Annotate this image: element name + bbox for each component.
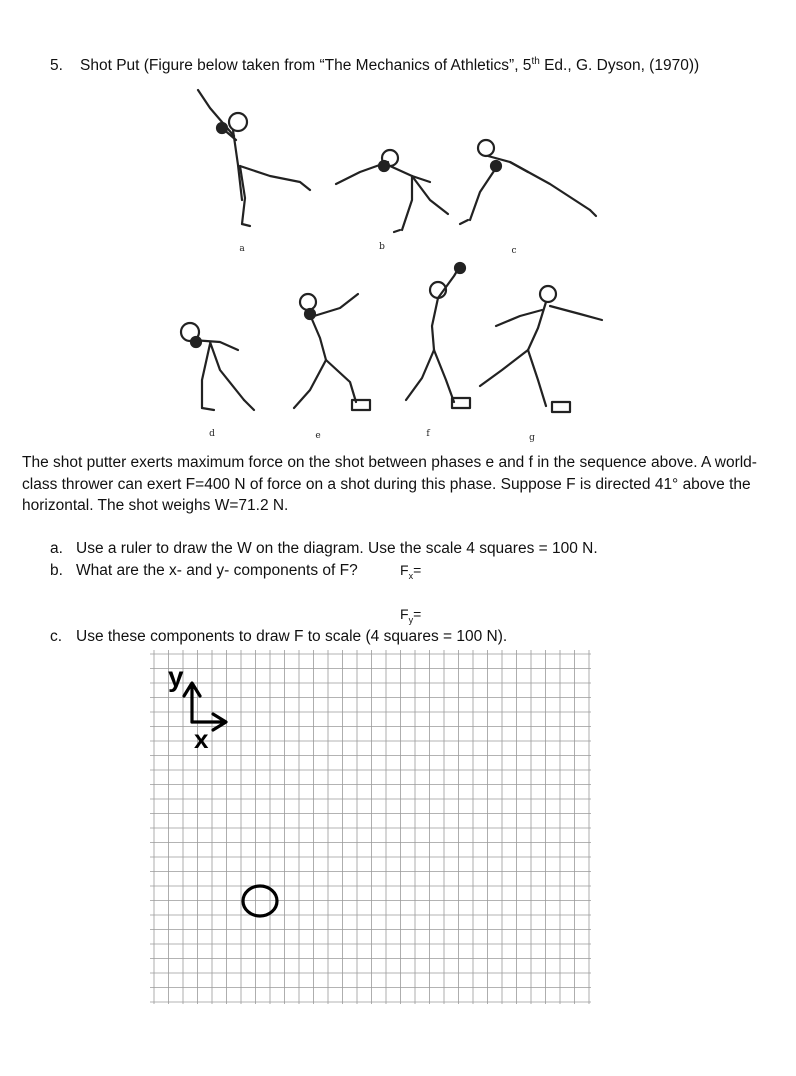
problem-paragraph: The shot putter exerts maximum force on the shot between phases e and f in the sequence above. A world-class thrower can exert F=400 N of force on a shot during this phase. Suppose F is directed 41° above the horizontal. The shot weighs W=71.2 N. bbox=[22, 454, 757, 514]
phase-label-b: b bbox=[379, 242, 385, 252]
heading-text-before: Shot Put (Figure below taken from “The Mechanics of Athletics”, 5 bbox=[80, 57, 532, 75]
grid-lines bbox=[150, 650, 591, 1004]
shot-put-sequence-figure bbox=[150, 80, 630, 450]
phase-label-e: e bbox=[315, 431, 321, 441]
question-heading bbox=[50, 56, 699, 75]
phase-label-f: f bbox=[426, 429, 430, 439]
phase-label-d: d bbox=[209, 429, 215, 439]
athlete-figure-e bbox=[294, 294, 370, 410]
question-c bbox=[50, 628, 507, 646]
fx-sub: x bbox=[408, 570, 414, 581]
athlete-figure-b bbox=[336, 150, 448, 232]
question-a bbox=[50, 540, 598, 558]
athlete-figure-f bbox=[406, 263, 470, 408]
fy-eq: = bbox=[413, 606, 422, 622]
fx-base: F bbox=[400, 562, 409, 578]
question-number: 5. bbox=[50, 57, 63, 75]
graph-paper-grid[interactable] bbox=[150, 650, 596, 1016]
fy-answer-label bbox=[400, 606, 421, 625]
heading-text-after: Ed., G. Dyson, (1970)) bbox=[539, 57, 700, 75]
athlete-figure-g bbox=[480, 286, 602, 412]
question-c-letter: c. bbox=[50, 628, 63, 645]
y-axis-label: y bbox=[168, 661, 184, 692]
heading-superscript: th bbox=[531, 56, 540, 67]
fy-sub: y bbox=[408, 614, 414, 625]
fx-answer-label bbox=[400, 562, 421, 581]
shot-circle-icon bbox=[243, 886, 277, 916]
athlete-figure-d bbox=[181, 323, 254, 410]
phase-label-c: c bbox=[511, 246, 517, 256]
x-axis-label: x bbox=[194, 724, 209, 754]
question-b bbox=[50, 562, 358, 580]
question-a-letter: a. bbox=[50, 540, 63, 557]
fy-base: F bbox=[400, 606, 409, 622]
question-b-letter: b. bbox=[50, 562, 63, 579]
question-b-text: What are the x- and y- components of F? bbox=[76, 562, 358, 579]
phase-label-a: a bbox=[239, 244, 245, 254]
athlete-figure-c bbox=[460, 140, 596, 224]
phase-label-g: g bbox=[529, 433, 535, 443]
athlete-figure-a bbox=[198, 90, 310, 226]
question-c-text: Use these components to draw F to scale (4 squares = 100 N). bbox=[76, 628, 508, 645]
question-a-text: Use a ruler to draw the W on the diagram. Use the scale 4 squares = 100 N. bbox=[76, 540, 598, 557]
fx-eq: = bbox=[413, 562, 422, 578]
